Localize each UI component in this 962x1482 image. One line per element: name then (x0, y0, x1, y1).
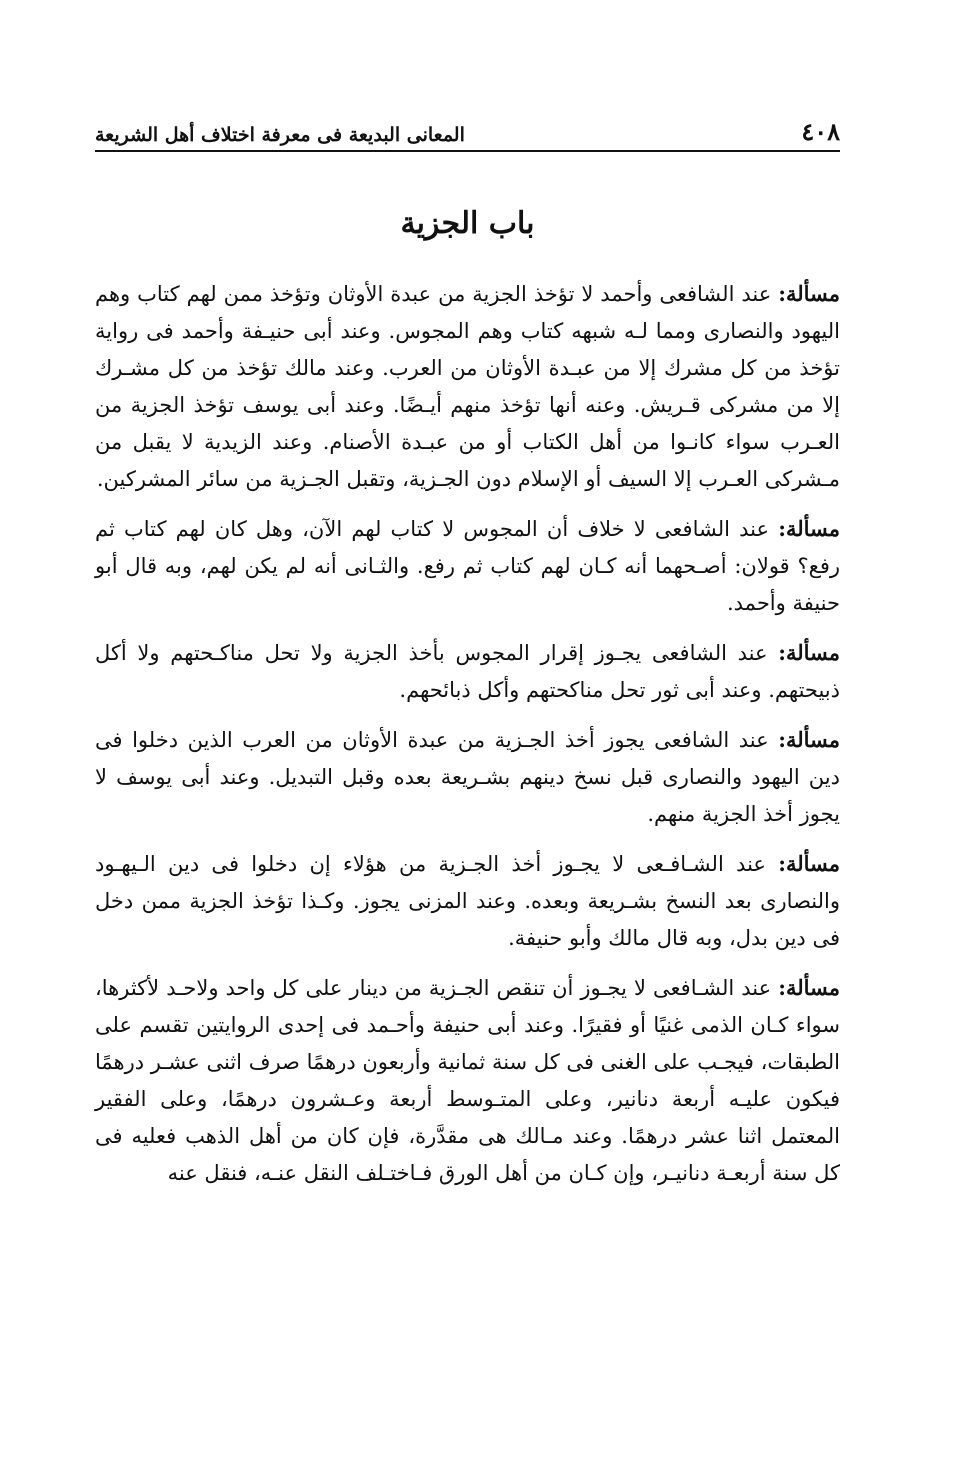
issue-label: مسألة: (778, 640, 840, 665)
issue-text: عند الشافعى يجوز أخذ الجـزية من عبدة الأوثان من العرب الذين دخلوا فى دين اليهود والنصارى قبل نسخ دينهم بشـريعة بعده وقبل التبديل. وعند أبى يوسف لا يجوز أخذ الجزية منهم. (95, 728, 840, 826)
issue-label: مسألة: (778, 281, 840, 306)
issue-paragraph (95, 721, 840, 833)
issue-text: عند الشـافعى لا يجـوز أن تنقص الجـزية من دينار على كل واحد ولاحـد لأكثرها، سواء كـان الذمى غنيًا أو فقيرًا. وعند أبى حنيفة وأحـمد فى إحدى الروايتين تقسم على الطبقات، فيجـب على الغنى فى كل سنة ثمانية وأربعون درهمًا صرف اثنى عشـر درهمًا فيكون عليـه أربعة دنانير، وعلى المتـوسط أربعة وعـشرون درهمًا، وعلى الفقير المعتمل اثنا عشر درهمًا. وعند مـالك هى مقدَّرة، فإن كان من أهل الذهب فعليه فى كل سنة أربعـة دنانيـر، وإن كـان من أهل الورق فـاختـلف النقل عنـه، فنقل عنه (95, 976, 841, 1185)
issue-text: عند الشـافـعى لا يجـوز أخذ الجـزية من هؤلاء إن دخلوا فى دين الـيهـود والنصارى بعد النسخ بشـريعة وبعده. وعند المزنى يجوز. وكـذا تؤخذ الجزية ممن دخل فى دين بدل، وبه قال مالك وأبو حنيفة. (95, 852, 840, 950)
issue-text: عند الشافعى وأحمد لا تؤخذ الجزية من عبدة الأوثان وتؤخذ ممن لهم كتاب وهم اليهود والنصارى ومما لـه شبهه كتاب وهم المجوس. وعند أبى حنيـفة وأحمد فى رواية تؤخذ من كل مشرك إلا من عبـدة الأوثان من العرب. وعند مالك تؤخذ من كل مشـرك إلا من مشركى قـريش. وعنه أنها تؤخذ منهم أيـضًا. وعند أبى يوسف تؤخذ الجزية من العـرب سواء كانـوا من أهل الكتاب أو من عبـدة الأصنام. وعند الزيدية لا يقبل من مـشركى العـرب إلا السيف أو الإسلام دون الجـزية، وتقبل الجـزية من سائر المشركين. (95, 282, 840, 491)
issue-text: عند الشافعى لا خلاف أن المجوس لا كتاب لهم الآن، وهل كان لهم كتاب ثم رفع؟ قولان: أصـحهما أنه كـان لهم كتاب ثم رفع. والثـانى أنه لم يكن لهم، وبه قال أبو حنيفة وأحمد. (95, 517, 840, 615)
issue-label: مسألة: (778, 975, 840, 1000)
issue-paragraph (95, 969, 840, 1192)
book-page (95, 110, 840, 1204)
chapter-title: باب الجزية (400, 206, 535, 241)
page-number: ٤٠٨ (801, 117, 840, 146)
issue-text: عند الشافعى يجـوز إقرار المجوس بأخذ الجزية ولا تحل مناكـحتهم ولا أكل ذبيحتهم. وعند أبى ثور تحل مناكحتهم وأكل ذبائحهم. (95, 641, 840, 702)
issue-paragraph (95, 510, 840, 622)
issue-paragraph (95, 634, 840, 709)
issue-label: مسألة: (778, 851, 840, 876)
issue-paragraph (95, 275, 840, 498)
issue-paragraph (95, 845, 840, 957)
issue-label: مسألة: (778, 516, 840, 541)
issue-label: مسألة: (778, 727, 840, 752)
page-header (95, 110, 840, 152)
running-title: المعانى البديعة فى معرفة اختلاف أهل الشريعة (95, 124, 465, 146)
issues-list (95, 275, 840, 1192)
